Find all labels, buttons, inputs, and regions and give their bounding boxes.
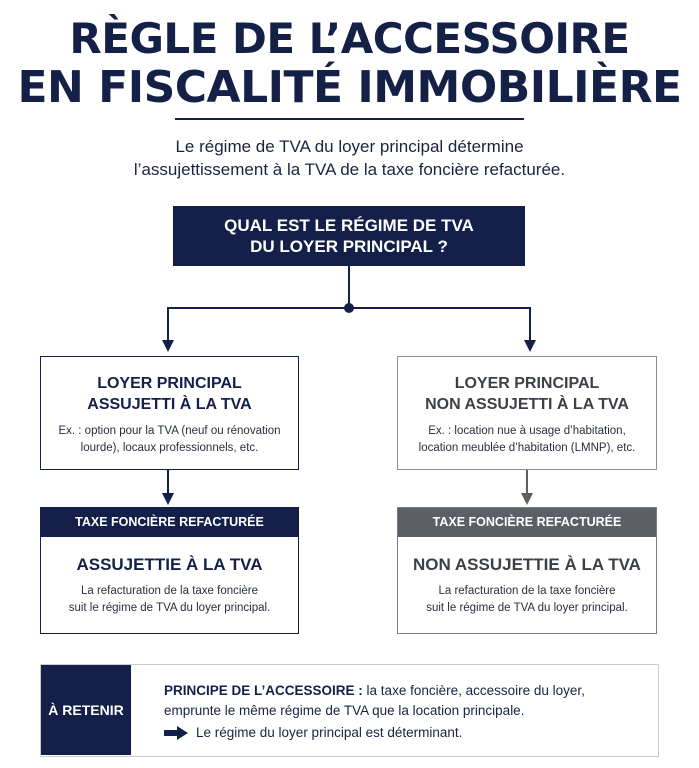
principle-text (164, 681, 644, 721)
case-assujetti-example (41, 423, 298, 457)
key-takeaway-box (40, 664, 659, 757)
result-non-assujettie-desc (398, 583, 656, 617)
principle-text-2: emprunte le même régime de TVA que la location principale. (164, 703, 525, 718)
arrow-right-result (521, 493, 533, 505)
principle-text-1: la taxe foncière, accessoire du loyer, (362, 683, 585, 698)
result-non-assujettie-title: NON ASSUJETTIE À LA TVA (413, 555, 641, 574)
case-non-assujetti-heading-1: LOYER PRINCIPAL (454, 375, 600, 392)
case-non-assujetti-example-1: Ex. : location nue à usage d’habitation, (428, 425, 626, 437)
case-non-assujetti-example-2: location meublée d’habitation (LMNP), etc. (418, 442, 636, 454)
principle-label: PRINCIPE DE L’ACCESSOIRE : (164, 683, 363, 698)
result-assujettie-desc-1: La refacturation de la taxe foncière (80, 585, 259, 597)
branch-line (168, 308, 530, 346)
result-assujettie-desc (41, 583, 298, 617)
case-non-assujetti (397, 356, 657, 470)
result-non-assujettie (397, 507, 657, 634)
case-assujetti-heading-1: LOYER PRINCIPAL (97, 375, 242, 392)
result-assujettie (40, 507, 299, 634)
question-box (173, 206, 525, 266)
case-assujetti-example-2: lourde), locaux professionnels, etc. (80, 442, 259, 454)
title-line-2: EN FISCALITÉ IMMOBILIÈRE (17, 62, 682, 113)
result-assujettie-band: TAXE FONCIÈRE REFACTURÉE (41, 508, 298, 537)
case-assujetti (40, 356, 299, 470)
arrow-left-case (162, 340, 174, 352)
conclusion-line (164, 723, 462, 743)
case-assujetti-heading-2: ASSUJETTI À LA TVA (87, 396, 252, 413)
subtitle-line-1: Le régime de TVA du loyer principal détermine (175, 137, 524, 156)
case-non-assujetti-example (398, 423, 656, 457)
arrow-right-icon (164, 726, 188, 740)
subtitle-line-2: l’assujettissement à la TVA de la taxe foncière refacturée. (133, 160, 566, 179)
case-non-assujetti-heading-2: NON ASSUJETTI À LA TVA (425, 396, 629, 413)
result-assujettie-title: ASSUJETTIE À LA TVA (76, 555, 263, 574)
question-line-2: DU LOYER PRINCIPAL ? (250, 237, 448, 256)
result-non-assujettie-desc-2: suit le régime de TVA du loyer principal. (426, 602, 628, 614)
key-takeaway-tag: À RETENIR (41, 665, 131, 755)
conclusion-text: Le régime du loyer principal est déterminant. (196, 725, 463, 740)
question-line-1: QUAL EST LE RÉGIME DE TVA (224, 216, 474, 235)
title-line-1: RÈGLE DE L’ACCESSOIRE (69, 14, 630, 63)
arrow-left-result (162, 493, 174, 505)
result-non-assujettie-desc-1: La refacturation de la taxe foncière (438, 585, 616, 597)
result-assujettie-desc-2: suit le régime de TVA du loyer principal. (68, 602, 271, 614)
result-non-assujettie-band: TAXE FONCIÈRE REFACTURÉE (398, 508, 656, 537)
arrow-right-case (524, 340, 536, 352)
case-assujetti-example-1: Ex. : option pour la TVA (neuf ou rénovation (58, 425, 281, 437)
